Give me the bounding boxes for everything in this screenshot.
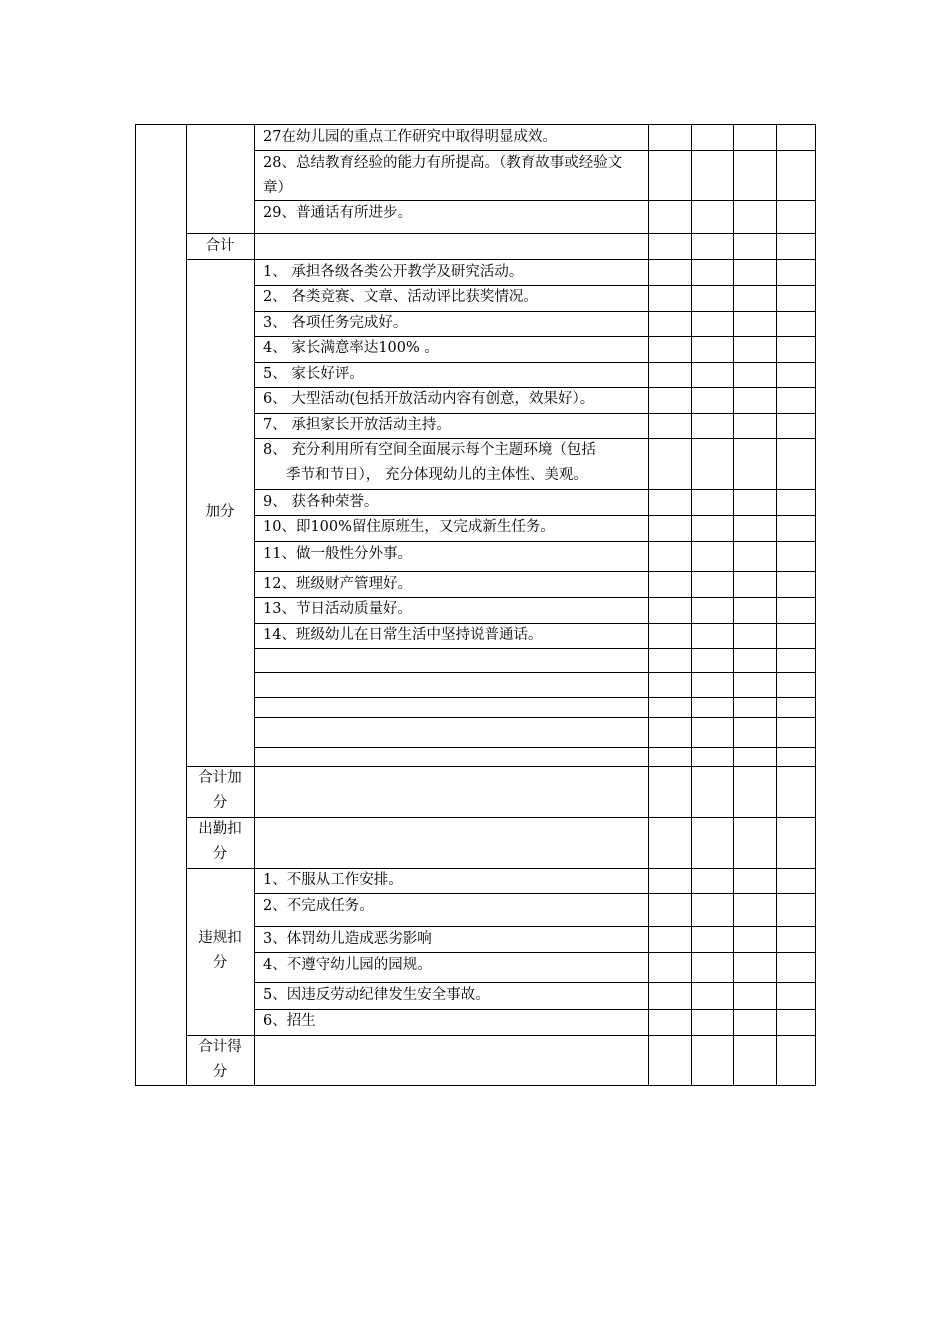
list-item: 9、 获各种荣誉。 (263, 494, 379, 510)
list-item: 6、 大型活动(包括开放活动内容有创意，效果好）。 (263, 391, 595, 407)
list-item: 1、 承担各级各类公开教学及研究活动。 (263, 264, 524, 280)
list-item: 5、因违反劳动纪律发生安全事故。 (263, 987, 490, 1003)
violation-section-label: 违规扣分 (198, 930, 242, 971)
list-item: 13、节日活动质量好。 (263, 601, 412, 617)
grand-total-label: 合计得分 (198, 1039, 242, 1080)
list-item: 3、 各项任务完成好。 (263, 315, 408, 331)
list-item: 3、体罚幼儿造成恶劣影响 (263, 931, 432, 947)
table-row: 28、总结教育经验的能力有所提高。（教育故事或经验文章） (263, 155, 623, 196)
bonus-total-label: 合计加分 (198, 770, 242, 811)
evaluation-table (135, 124, 816, 1086)
list-item: 8、 充分利用所有空间全面展示每个主题环境（包括 季节和节日）， 充分体现幼儿的主体性、美观。 (263, 442, 596, 483)
list-item: 11、做一般性分外事。 (263, 546, 412, 562)
table-row: 29、普通话有所进步。 (263, 205, 412, 221)
list-item: 2、 各类竞赛、文章、活动评比获奖情况。 (263, 289, 538, 305)
list-item: 6、招生 (263, 1013, 316, 1029)
list-item: 2、不完成任务。 (263, 898, 374, 914)
list-item: 5、 家长好评。 (263, 366, 364, 382)
list-item: 4、 家长满意率达100% 。 (263, 340, 439, 356)
list-item: 4、不遵守幼儿园的园规。 (263, 957, 432, 973)
subtotal-label: 合计 (205, 237, 235, 254)
attendance-deduction-label: 出勤扣分 (198, 821, 242, 862)
list-item: 14、班级幼儿在日常生活中坚持说普通话。 (263, 627, 543, 643)
list-item: 12、班级财产管理好。 (263, 576, 412, 592)
bonus-section-label: 加分 (205, 503, 235, 520)
list-item: 10、即100%留住原班生，又完成新生任务。 (263, 519, 555, 535)
list-item: 7、 承担家长开放活动主持。 (263, 417, 451, 433)
list-item: 1、不服从工作安排。 (263, 872, 403, 888)
table-row: 27在幼儿园的重点工作研究中取得明显成效。 (263, 129, 557, 145)
